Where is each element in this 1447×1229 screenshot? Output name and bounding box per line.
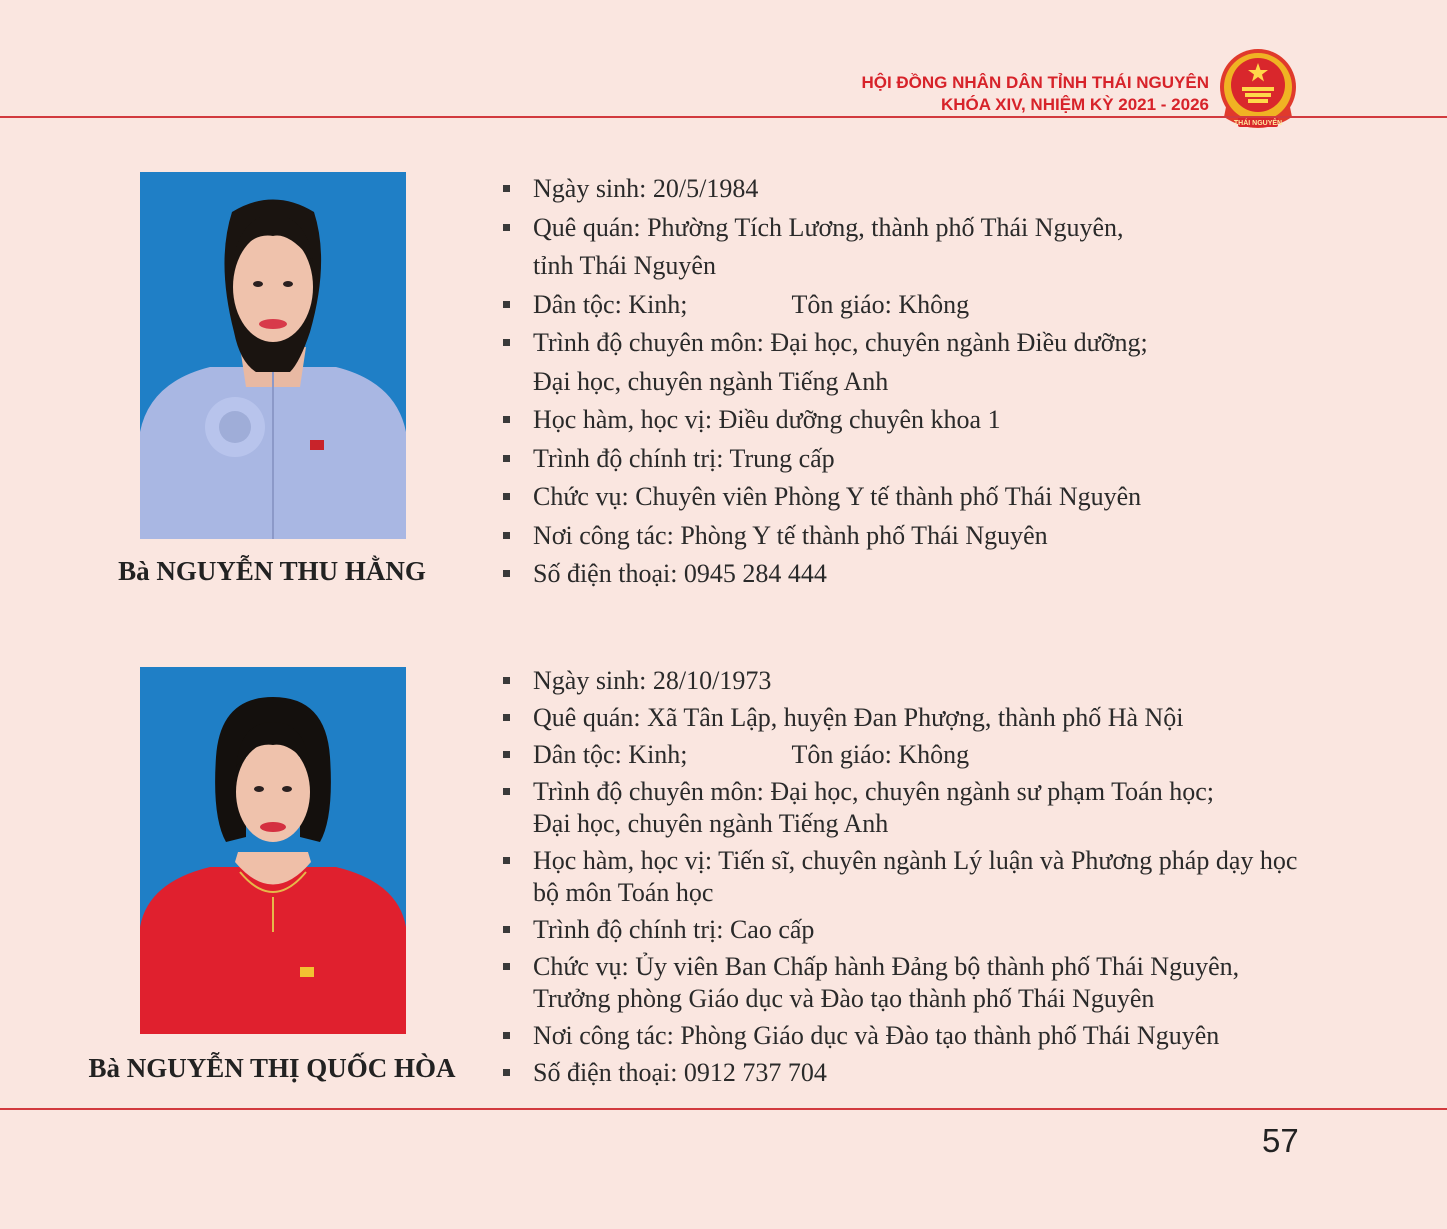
detail-qualification: Trình độ chuyên môn: Đại học, chuyên ngành Điều dưỡng; Đại học, chuyên ngành Tiếng Anh (500, 324, 1380, 401)
detail-qualification: Trình độ chuyên môn: Đại học, chuyên ngành sư phạm Toán học; Đại học, chuyên ngành Tiếng Anh (500, 776, 1380, 840)
detail-birth: Ngày sinh: 28/10/1973 (500, 665, 1380, 697)
bullet-icon (503, 714, 510, 721)
bullet-icon (503, 532, 510, 539)
detail-phone: Số điện thoại: 0945 284 444 (500, 555, 1380, 594)
person-details-2 (500, 665, 1380, 1094)
bullet-icon (503, 1032, 510, 1039)
person-details-1 (500, 170, 1380, 594)
detail-ethnicity-religion: Dân tộc: Kinh; Tôn giáo: Không (500, 286, 1380, 325)
person-name-1: Bà NGUYỄN THU HẰNG (118, 556, 426, 586)
bullet-icon (503, 224, 510, 231)
bullet-icon (503, 493, 510, 500)
detail-position: Chức vụ: Ủy viên Ban Chấp hành Đảng bộ thành phố Thái Nguyên, Trưởng phòng Giáo dục và Đào tạo thành phố Thái Nguyên (500, 951, 1380, 1015)
detail-ethnicity-religion: Dân tộc: Kinh; Tôn giáo: Không (500, 739, 1380, 771)
detail-workplace: Nơi công tác: Phòng Y tế thành phố Thái Nguyên (500, 517, 1380, 556)
detail-degree: Học hàm, học vị: Tiến sĩ, chuyên ngành Lý luận và Phương pháp dạy học bộ môn Toán học (500, 845, 1380, 909)
bullet-icon (503, 677, 510, 684)
bullet-icon (503, 857, 510, 864)
bullet-icon (503, 339, 510, 346)
person-name-2: Bà NGUYỄN THỊ QUỐC HÒA (88, 1053, 456, 1083)
detail-political: Trình độ chính trị: Trung cấp (500, 440, 1380, 479)
detail-phone: Số điện thoại: 0912 737 704 (500, 1057, 1380, 1089)
bottom-divider (0, 1108, 1447, 1110)
detail-degree: Học hàm, học vị: Điều dưỡng chuyên khoa 1 (500, 401, 1380, 440)
detail-position: Chức vụ: Chuyên viên Phòng Y tế thành phố Thái Nguyên (500, 478, 1380, 517)
detail-birth: Ngày sinh: 20/5/1984 (500, 170, 1380, 209)
page-number: 57 (1262, 1122, 1299, 1159)
bullet-icon (503, 1069, 510, 1076)
bullet-icon (503, 926, 510, 933)
bullet-icon (503, 455, 510, 462)
detail-political: Trình độ chính trị: Cao cấp (500, 914, 1380, 946)
detail-hometown: Quê quán: Phường Tích Lương, thành phố Thái Nguyên, tỉnh Thái Nguyên (500, 209, 1380, 286)
emblem-text: THÁI NGUYÊN (1233, 120, 1283, 127)
bullet-icon (503, 963, 510, 970)
bullet-icon (503, 751, 510, 758)
detail-hometown: Quê quán: Xã Tân Lập, huyện Đan Phượng, thành phố Hà Nội (500, 702, 1380, 734)
detail-workplace: Nơi công tác: Phòng Giáo dục và Đào tạo thành phố Thái Nguyên (500, 1020, 1380, 1052)
bullet-icon (503, 185, 510, 192)
provincial-emblem-icon (1212, 47, 1304, 133)
header-title (861, 72, 1209, 116)
top-divider (0, 116, 1447, 118)
portrait-photo-2 (140, 667, 406, 1034)
bullet-icon (503, 570, 510, 577)
portrait-photo-1 (140, 172, 406, 539)
bullet-icon (503, 301, 510, 308)
header-line-1: HỘI ĐỒNG NHÂN DÂN TỈNH THÁI NGUYÊN (861, 73, 1209, 92)
bullet-icon (503, 416, 510, 423)
bullet-icon (503, 788, 510, 795)
header-line-2: KHÓA XIV, NHIỆM KỲ 2021 - 2026 (940, 95, 1209, 114)
